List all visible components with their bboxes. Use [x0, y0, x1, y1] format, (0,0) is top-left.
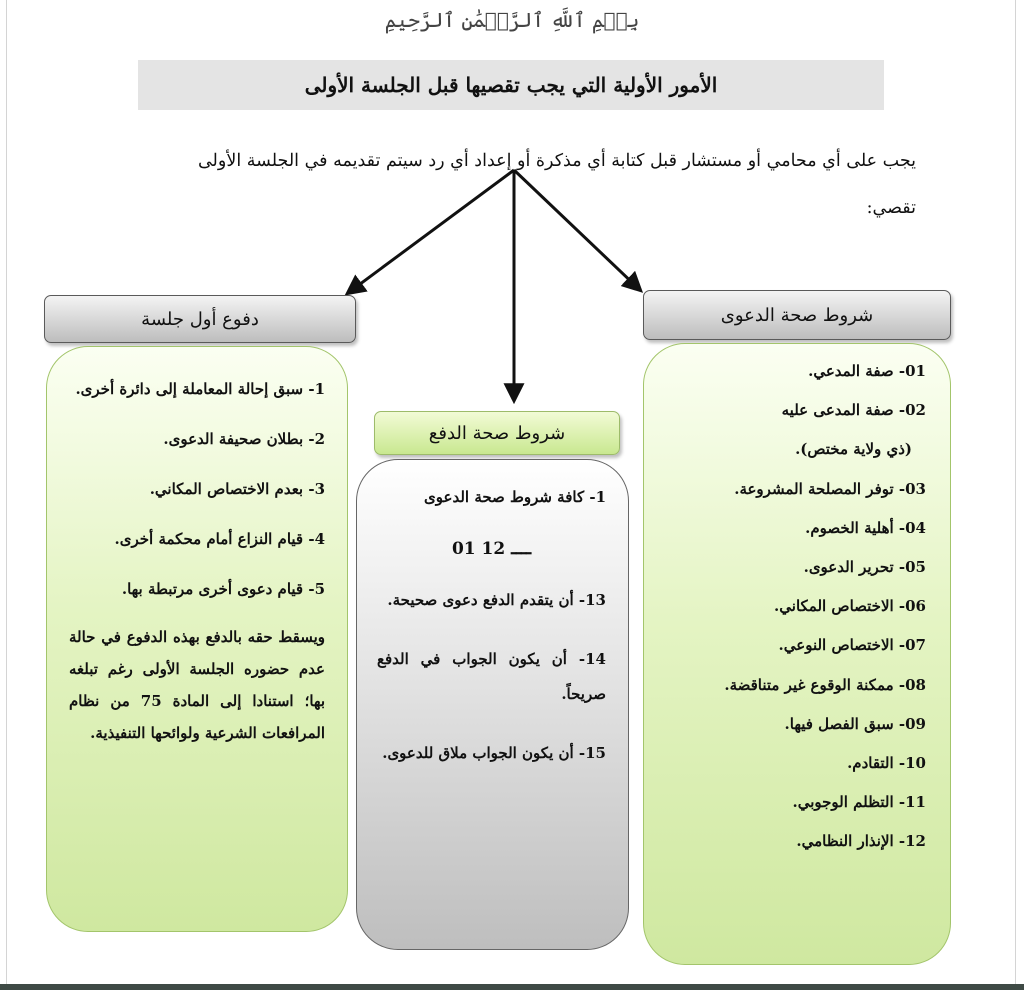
- list-item: 05- تحرير الدعوى.: [803, 557, 926, 576]
- left-panel: [46, 346, 348, 932]
- list-item: 4- قيام النزاع أمام محكمة أخرى.: [114, 530, 325, 548]
- intro-line-2: تقصي:: [866, 198, 916, 218]
- list-item: 14- أن يكون الجواب في الدفع صريحاً.: [377, 650, 606, 703]
- right-box-header: شروط صحة الدعوى: [643, 290, 951, 340]
- range-label: 01 ــــ 12: [451, 539, 532, 559]
- list-item-continuation: (ذي ولاية مختص).: [795, 440, 912, 459]
- list-item: 13- أن يتقدم الدفع دعوى صحيحة.: [387, 591, 606, 609]
- left-box-header: دفوع أول جلسة: [44, 295, 356, 343]
- list-item: 1- كافة شروط صحة الدعوى: [424, 488, 606, 506]
- list-item: 08- ممكنة الوقوع غير متناقضة.: [724, 675, 926, 694]
- center-box-header: شروط صحة الدفع: [374, 411, 620, 455]
- list-item: 01- صفة المدعي.: [808, 362, 926, 380]
- list-item: 12- الإنذار النظامي.: [796, 832, 926, 851]
- list-item: 06- الاختصاص المكاني.: [774, 597, 926, 616]
- right-panel: [643, 343, 951, 965]
- list-item: 5- قيام دعوى أخرى مرتبطة بها.: [121, 580, 325, 598]
- list-item: 02- صفة المدعى عليه: [781, 401, 926, 420]
- arrow-to-left-box: [348, 170, 514, 293]
- list-item: 2- بطلان صحيفة الدعوى.: [163, 430, 325, 448]
- list-item: 11- التظلم الوجوبي.: [792, 793, 926, 812]
- intro-line-1: يجب على أي محامي أو مستشار قبل كتابة أي مذكرة أو إعداد أي رد سيتم تقديمه في الجلسة الأولى: [197, 151, 916, 171]
- page-title: الأمور الأولية التي يجب تقصيها قبل الجلسة الأولى: [138, 60, 884, 110]
- list-item: 07- الاختصاص النوعي.: [778, 636, 926, 655]
- list-item: 09- سبق الفصل فيها.: [784, 714, 926, 733]
- list-item: 10- التقادم.: [847, 753, 926, 772]
- basmala: بِسۡمِ ٱللَّهِ ٱلرَّحۡمَٰنِ ٱلرَّحِيمِ: [384, 8, 640, 32]
- list-item: 03- توفر المصلحة المشروعة.: [734, 479, 926, 498]
- list-item: 3- بعدم الاختصاص المكاني.: [149, 480, 325, 498]
- left-panel-note: ويسقط حقه بالدفع بهذه الدفوع في حالة عدم حضوره الجلسة الأولى رغم تبلغه بها؛ استنادا إلى المادة 75 من نظام المرافعات الشرعية ولوائحها التنفيذية.: [69, 628, 326, 742]
- arrow-to-right-box: [514, 170, 640, 290]
- list-item: 1- سبق إحالة المعاملة إلى دائرة أخرى.: [75, 380, 325, 398]
- bottom-bar: [0, 984, 1024, 990]
- list-item: 15- أن يكون الجواب ملاق للدعوى.: [382, 744, 606, 762]
- list-item: 04- أهلية الخصوم.: [805, 518, 926, 537]
- center-panel: [356, 459, 629, 950]
